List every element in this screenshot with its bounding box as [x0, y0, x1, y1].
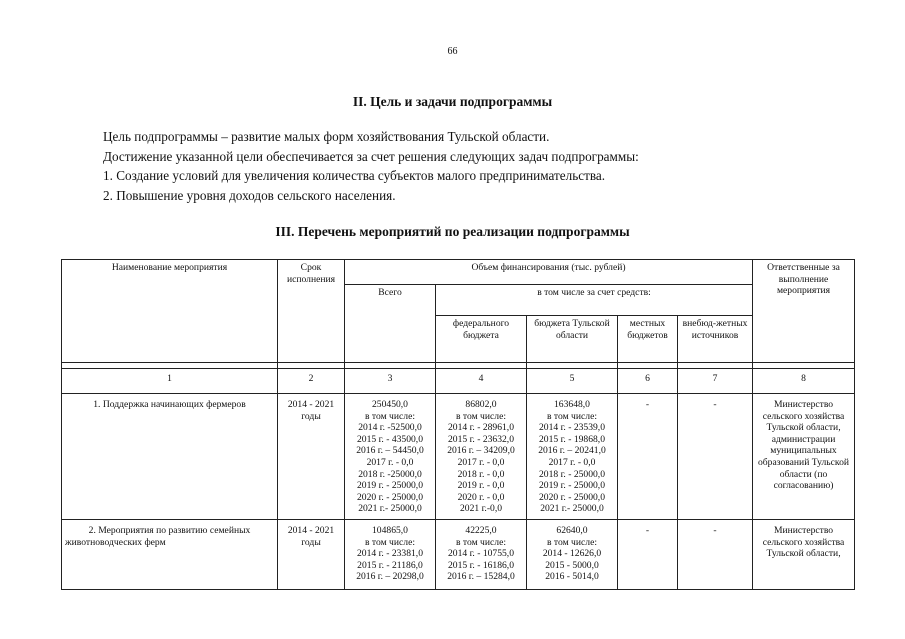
responsible-cell: Министерство сельского хозяйства Тульской области, — [753, 520, 855, 590]
header-federal: федерального бюджета — [436, 316, 527, 363]
cell-line: 2015 - 5000,0 — [545, 559, 599, 571]
cell-line: 2017 г. - 0,0 — [457, 456, 505, 468]
cell-line: 2019 г. - 25000,0 — [538, 480, 605, 492]
header-total: Всего — [345, 285, 436, 363]
cell-line: 2017 г. - 0,0 — [548, 456, 596, 468]
cell-line: 2014 г. -52500,0 — [358, 422, 422, 434]
cell-line: в том числе: — [455, 536, 506, 548]
cell-line: 2020 г. - 25000,0 — [356, 491, 423, 503]
page-number: 66 — [447, 46, 458, 57]
cell-line: 2018 г. - 0,0 — [457, 468, 505, 480]
regional-cell — [527, 520, 618, 590]
column-number: 3 — [345, 369, 436, 394]
cell-line: 2020 г. - 25000,0 — [538, 491, 605, 503]
cell-line: 2016 - 5014,0 — [545, 571, 599, 583]
header-offbudget: внебюд-жетных источников — [678, 316, 753, 363]
cell-line: 2016 г. – 54450,0 — [356, 445, 424, 457]
cell-line: 42225,0 — [465, 525, 497, 536]
local-cell: - — [618, 394, 678, 520]
cell-line: 2019 г. - 25000,0 — [356, 480, 423, 492]
column-number: 1 — [62, 369, 278, 394]
section-2-title: II. Цель и задачи подпрограммы — [352, 94, 553, 109]
table-row — [62, 520, 855, 590]
event-name-cell: 2. Мероприятия по развитию семейных животноводческих ферм — [62, 520, 278, 590]
cell-line: в том числе: — [455, 410, 506, 422]
event-name-cell: 1. Поддержка начинающих фермеров — [62, 394, 278, 520]
offbudget-cell: - — [678, 520, 753, 590]
cell-line: 2015 г. - 43500,0 — [356, 433, 423, 445]
cell-line: 86802,0 — [465, 399, 497, 410]
cell-line: 2021 г.-0,0 — [459, 503, 503, 515]
regional-cell — [527, 394, 618, 520]
cell-line: 2019 г. - 0,0 — [457, 480, 505, 492]
cell-line: 2016 г. – 20298,0 — [356, 571, 424, 583]
total-cell — [345, 520, 436, 590]
cell-line: 2014 г. - 28961,0 — [447, 422, 514, 434]
tasks-intro: Достижение указанной цели обеспечивается за счет решения следующих задач подпрограммы: — [103, 149, 639, 164]
header-responsible: Ответственные за выполнение мероприятия — [753, 260, 855, 363]
responsible-cell: Министерство сельского хозяйства Тульской области, администрации муниципальных образований Тульской области (по согласованию) — [753, 394, 855, 520]
cell-line: 2016 г. – 34209,0 — [447, 445, 515, 457]
term-cell: 2014 - 2021 годы — [278, 394, 345, 520]
column-number: 2 — [278, 369, 345, 394]
cell-line: 2015 г. - 21186,0 — [357, 559, 423, 571]
cell-line: 104865,0 — [372, 525, 408, 536]
cell-line: 2016 г. – 20241,0 — [538, 445, 606, 457]
header-regional: бюджета Тульской области — [527, 316, 618, 363]
cell-line: в том числе: — [546, 410, 597, 422]
header-term: Срок исполнения — [278, 260, 345, 363]
cell-line: 2014 г. - 23381,0 — [356, 548, 423, 560]
cell-line: 2014 - 12626,0 — [542, 548, 602, 560]
header-including: в том числе за счет средств: — [436, 285, 753, 316]
cell-line: 2015 г. - 16186,0 — [447, 559, 514, 571]
cell-line: 2021 г.- 25000,0 — [358, 503, 422, 515]
column-number: 4 — [436, 369, 527, 394]
term-cell: 2014 - 2021 годы — [278, 520, 345, 590]
cell-line: 2018 г. - 25000,0 — [538, 468, 605, 480]
column-number: 8 — [753, 369, 855, 394]
task-item: 2. Повышение уровня доходов сельского населения. — [103, 188, 396, 203]
cell-line: 2020 г. - 0,0 — [457, 491, 505, 503]
subprogram-goal: Цель подпрограммы – развитие малых форм хозяйствования Тульской области. — [103, 129, 550, 144]
federal-cell — [436, 520, 527, 590]
column-number: 6 — [618, 369, 678, 394]
cell-line: 2016 г. – 15284,0 — [447, 571, 515, 583]
cell-line: 2018 г. -25000,0 — [358, 468, 422, 480]
header-funding: Объем финансирования (тыс. рублей) — [345, 260, 753, 285]
cell-line: в том числе: — [364, 536, 415, 548]
cell-line: 62640,0 — [556, 525, 588, 536]
events-table — [61, 259, 855, 590]
cell-line: 2015 г. - 23632,0 — [447, 433, 514, 445]
cell-line: в том числе: — [546, 536, 597, 548]
cell-line: 250450,0 — [372, 399, 408, 410]
cell-line: 163648,0 — [554, 399, 590, 410]
local-cell: - — [618, 520, 678, 590]
section-3-title: III. Перечень мероприятий по реализации подпрограммы — [275, 224, 630, 239]
cell-line: 2014 г. - 10755,0 — [447, 548, 514, 560]
cell-line: 2021 г.- 25000,0 — [540, 503, 604, 515]
total-cell — [345, 394, 436, 520]
offbudget-cell: - — [678, 394, 753, 520]
cell-line: 2017 г. - 0,0 — [366, 456, 414, 468]
cell-line: в том числе: — [364, 410, 415, 422]
task-item: 1. Создание условий для увеличения количества субъектов малого предпринимательства. — [103, 168, 606, 183]
table-row — [62, 394, 855, 520]
header-event-name: Наименование мероприятия — [62, 260, 278, 363]
column-number: 5 — [527, 369, 618, 394]
column-number: 7 — [678, 369, 753, 394]
cell-line: 2014 г. - 23539,0 — [538, 422, 605, 434]
federal-cell — [436, 394, 527, 520]
cell-line: 2015 г. - 19868,0 — [538, 433, 605, 445]
header-local: местных бюджетов — [618, 316, 678, 363]
